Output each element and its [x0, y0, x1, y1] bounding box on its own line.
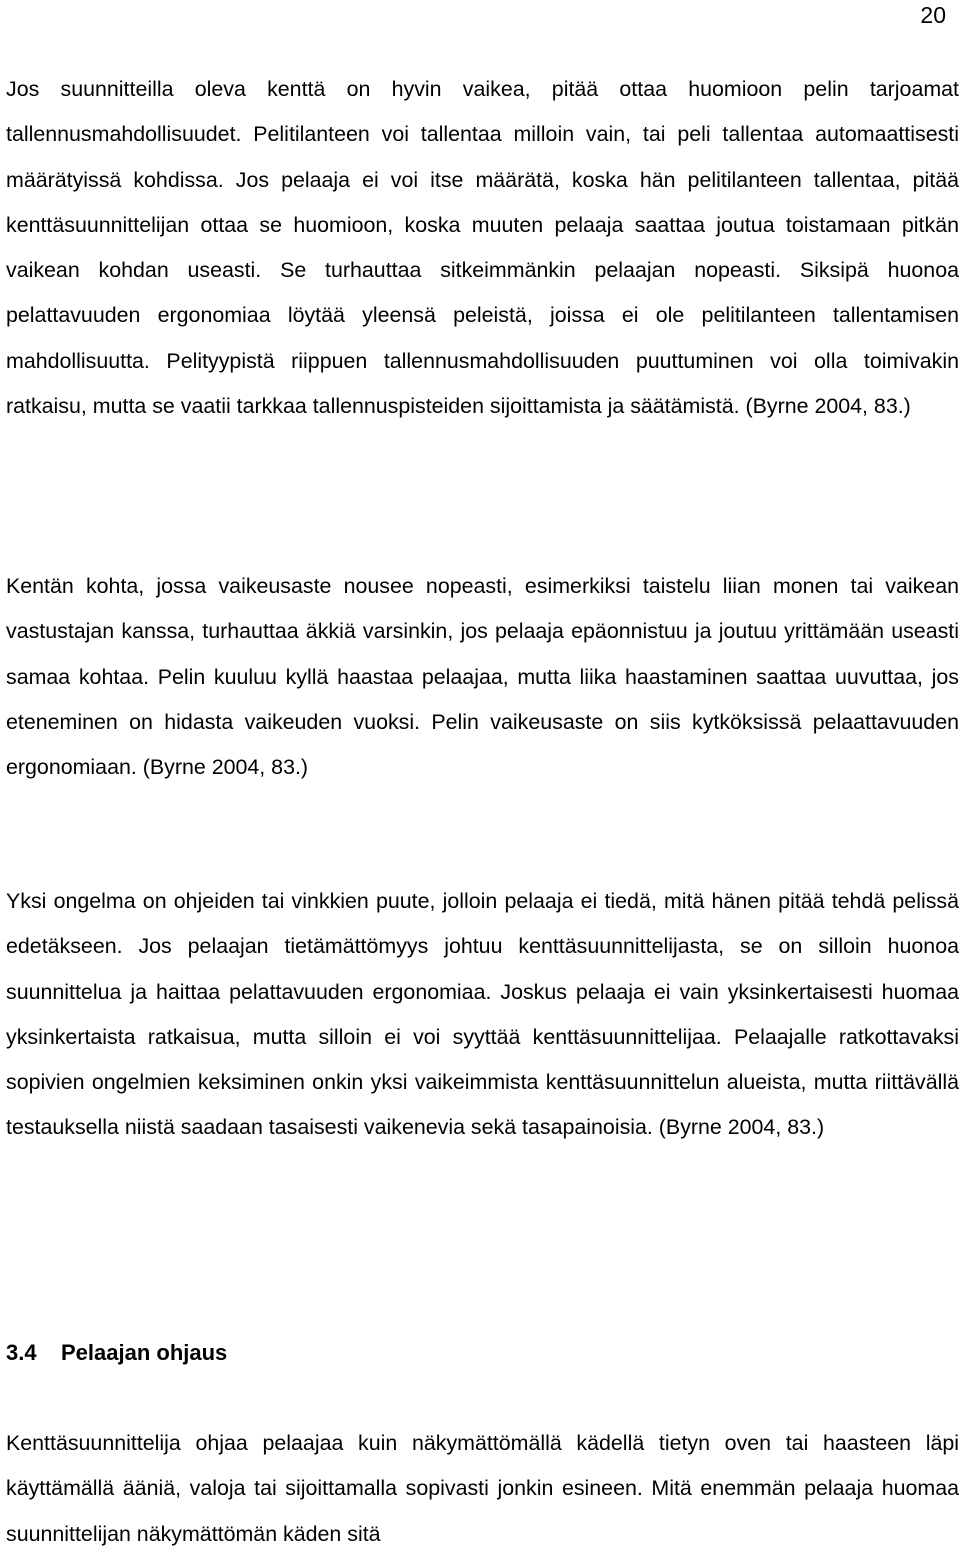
paragraph-hints: Yksi ongelma on ohjeiden tai vinkkien puute, jolloin pelaaja ei tiedä, mitä hänen pitää tehdä pelissä edetäkseen. Jos pelaajan tietämättömyys johtuu kenttäsuunnittelijasta, se on silloin huonoa suunnittelua ja haittaa pelattavuuden ergonomiaa. Joskus pelaaja ei vain yksinkertaisesti huomaa yksinkertaista ratkaisua, mutta silloin ei voi syyttää kenttäsuunnittelijaa. Pelaajalle ratkottavaksi sopivien ongelmien keksiminen onkin yksi vaikeimmista kenttäsuunnittelun alueista, mutta riittävällä testauksella niistä saadaan tasaisesti vaikenevia sekä tasapainoisia. (Byrne 2004, 83.) — [6, 889, 959, 1140]
paragraph-player-guidance: Kenttäsuunnittelija ohjaa pelaajaa kuin näkymättömällä kädellä tietyn oven tai haasteen läpi käyttämällä ääniä, valoja tai sijoittamalla sopivasti jonkin esineen. Mitä enemmän pelaaja huomaa suunnittelijan näkymättömän käden sitä — [6, 1431, 959, 1546]
section-title: Pelaajan ohjaus — [61, 1340, 228, 1365]
paragraph-save-options: Jos suunnitteilla oleva kenttä on hyvin vaikea, pitää ottaa huomioon pelin tarjoamat tallennusmahdollisuudet. Pelitilanteen voi tallentaa milloin vain, tai peli tallentaa automaattisesti määrätyissä kohdissa. Jos pelaaja ei voi itse määrätä, koska hän pelitilanteen tallentaa, pitää kenttäsuunnittelijan ottaa se huomioon, koska muuten pelaaja saattaa joutua toistamaan pitkän vaikean kohdan useasti. Se turhauttaa sitkeimmänkin pelaajan nopeasti. Siksipä huonoa pelattavuuden ergonomiaa löytää yleensä peleistä, joissa ei ole pelitilanteen tallentamisen mahdollisuutta. Pelityypistä riippuen tallennusmahdollisuuden puuttuminen voi olla toimivakin ratkaisu, mutta se vaatii tarkkaa tallennuspisteiden sijoittamista ja säätämistä. (Byrne 2004, 83.) — [6, 77, 959, 419]
section-number: 3.4 — [6, 1340, 37, 1365]
paragraph-difficulty: Kentän kohta, jossa vaikeusaste nousee nopeasti, esimerkiksi taistelu liian monen tai vaikean vastustajan kanssa, turhauttaa äkkiä varsinkin, jos pelaaja epäonnistuu ja joutuu yrittämään useasti samaa kohtaa. Pelin kuuluu kyllä haastaa pelaajaa, mutta liika haastaminen saattaa uuvuttaa, jos eteneminen on hidasta vaikeuden vuoksi. Pelin vaikeusaste on siis kytköksissä pelaattavuuden ergonomiaan. (Byrne 2004, 83.) — [6, 574, 959, 780]
page-number: 20 — [920, 2, 946, 28]
section-heading — [6, 1337, 227, 1369]
